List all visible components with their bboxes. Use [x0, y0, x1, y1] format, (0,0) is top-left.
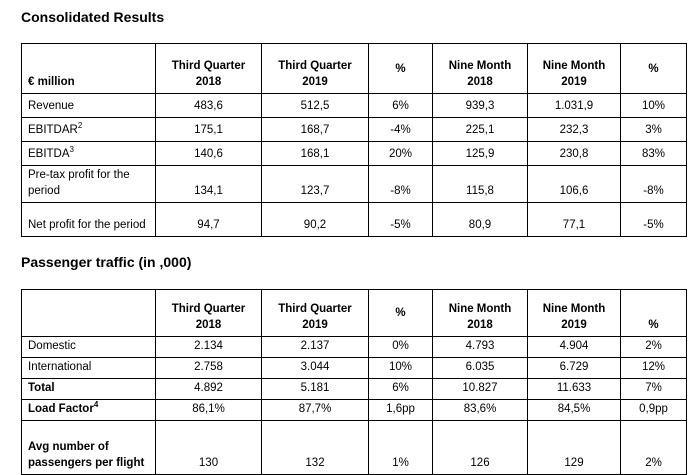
cell-9m-2019: 230,8: [528, 142, 621, 166]
header-line: Nine Month: [448, 60, 512, 72]
cell-q3-2019: 5.181: [262, 379, 369, 400]
header-nine-month-percent: %: [621, 44, 687, 94]
header-nine-month-2019: [528, 290, 621, 337]
cell-9m-percent: 2%: [621, 421, 687, 475]
header-third-quarter-2018: [156, 290, 262, 337]
cell-9m-percent: 2%: [621, 337, 687, 358]
row-avg-passengers-per-flight: [22, 421, 687, 475]
header-line: 2019: [302, 319, 328, 331]
cell-9m-2019: 11.633: [528, 379, 621, 400]
cell-q3-2019: 512,5: [262, 94, 369, 118]
cell-q3-2018: 140,6: [156, 142, 262, 166]
row-label: [22, 94, 156, 118]
cell-q3-2018: 4.892: [156, 379, 262, 400]
footnote-superscript: 2: [77, 121, 83, 131]
footnote-superscript: 3: [69, 145, 74, 155]
row-domestic: [22, 337, 687, 358]
cell-9m-2018: 115,8: [433, 166, 528, 203]
cell-q3-percent: 20%: [369, 142, 433, 166]
row-label: [22, 166, 156, 203]
cell-9m-2018: 939,3: [433, 94, 528, 118]
row-ebitdar: [22, 118, 687, 142]
cell-9m-2019: 84,5%: [528, 400, 621, 421]
row-label-text: Revenue: [28, 100, 75, 112]
cell-q3-2018: 2.134: [156, 337, 262, 358]
cell-9m-percent: 12%: [621, 358, 687, 379]
cell-q3-percent: 6%: [369, 94, 433, 118]
cell-q3-percent: -4%: [369, 118, 433, 142]
consolidated-results-table: [21, 43, 687, 237]
header-line: 2018: [467, 319, 493, 331]
row-label: [22, 379, 156, 400]
row-label-text: EBITDAR: [28, 124, 78, 136]
cell-9m-2019: 1.031,9: [528, 94, 621, 118]
consolidated-results-title: Consolidated Results: [21, 9, 165, 25]
header-third-quarter-2018: [156, 44, 262, 94]
cell-q3-percent: 0%: [369, 337, 433, 358]
header-line: 2018: [467, 76, 493, 88]
header-quarter-percent: %: [369, 44, 433, 94]
cell-q3-2019: 3.044: [262, 358, 369, 379]
cell-9m-percent: 83%: [621, 142, 687, 166]
header-line: 2019: [302, 76, 328, 88]
header-unit-cell: [22, 290, 156, 337]
row-label: [22, 400, 156, 421]
header-line: 2018: [195, 319, 222, 331]
row-label: [22, 421, 156, 475]
cell-q3-2019: 2.137: [262, 337, 369, 358]
cell-9m-2019: 4.904: [528, 337, 621, 358]
header-line: 2019: [561, 319, 587, 331]
header-line: Nine Month: [542, 303, 606, 315]
cell-9m-percent: -8%: [621, 166, 687, 203]
header-row: [22, 290, 687, 337]
cell-9m-2019: 77,1: [528, 203, 621, 237]
row-load-factor: [22, 400, 687, 421]
passenger-traffic-table: [21, 289, 687, 475]
header-nine-month-percent: %: [621, 290, 687, 337]
header-row: [22, 44, 687, 94]
cell-9m-2018: 125,9: [433, 142, 528, 166]
row-label: [22, 337, 156, 358]
cell-q3-percent: -8%: [369, 166, 433, 203]
header-line: 2019: [561, 76, 587, 88]
row-label: [22, 142, 156, 166]
cell-q3-2019: 87,7%: [262, 400, 369, 421]
header-line: 2018: [195, 76, 222, 88]
cell-q3-2019: 90,2: [262, 203, 369, 237]
cell-q3-2019: 168,7: [262, 118, 369, 142]
cell-q3-percent: 1,6pp: [369, 400, 433, 421]
row-label-text: Net profit for the period: [28, 219, 146, 231]
header-line: Third Quarter: [278, 60, 352, 72]
header-unit-cell: € million: [22, 44, 156, 94]
cell-q3-2018: 94,7: [156, 203, 262, 237]
row-label-text: Total: [28, 382, 55, 394]
header-line: Third Quarter: [171, 60, 246, 72]
header-third-quarter-2019: [262, 290, 369, 337]
row-pretax-profit: [22, 166, 687, 203]
row-label: [22, 118, 156, 142]
row-label-text: Avg number of passengers per flight: [28, 441, 145, 469]
cell-9m-2018: 4.793: [433, 337, 528, 358]
row-revenue: [22, 94, 687, 118]
cell-9m-percent: 10%: [621, 94, 687, 118]
row-label: [22, 358, 156, 379]
cell-9m-2018: 83,6%: [433, 400, 528, 421]
cell-q3-2018: 130: [156, 421, 262, 475]
cell-q3-2019: 132: [262, 421, 369, 475]
header-third-quarter-2019: [262, 44, 369, 94]
row-label-text: Load Factor: [28, 403, 94, 415]
cell-q3-percent: -5%: [369, 203, 433, 237]
row-total: [22, 379, 687, 400]
header-nine-month-2019: [528, 44, 621, 94]
cell-q3-2019: 123,7: [262, 166, 369, 203]
cell-9m-2018: 225,1: [433, 118, 528, 142]
header-line: Nine Month: [448, 303, 512, 315]
cell-q3-2018: 483,6: [156, 94, 262, 118]
cell-9m-2018: 10.827: [433, 379, 528, 400]
cell-q3-percent: 6%: [369, 379, 433, 400]
header-nine-month-2018: [433, 44, 528, 94]
cell-q3-2018: 2.758: [156, 358, 262, 379]
header-quarter-percent: %: [369, 290, 433, 337]
cell-9m-2019: 232,3: [528, 118, 621, 142]
row-ebitda: [22, 142, 687, 166]
cell-q3-percent: 1%: [369, 421, 433, 475]
row-international: [22, 358, 687, 379]
row-net-profit: [22, 203, 687, 237]
header-line: Third Quarter: [171, 303, 246, 315]
cell-9m-2018: 126: [433, 421, 528, 475]
header-nine-month-2018: [433, 290, 528, 337]
header-line: Nine Month: [542, 60, 606, 72]
cell-q3-2018: 86,1%: [156, 400, 262, 421]
cell-q3-2018: 175,1: [156, 118, 262, 142]
row-label: [22, 203, 156, 237]
row-label-text: EBITDA: [28, 148, 70, 160]
cell-9m-percent: 0,9pp: [621, 400, 687, 421]
cell-9m-2019: 129: [528, 421, 621, 475]
cell-q3-percent: 10%: [369, 358, 433, 379]
passenger-traffic-title: Passenger traffic (in ,000): [21, 254, 192, 270]
cell-9m-2018: 80,9: [433, 203, 528, 237]
row-label-text: Domestic: [28, 340, 76, 352]
cell-9m-2019: 106,6: [528, 166, 621, 203]
cell-q3-2019: 168,1: [262, 142, 369, 166]
cell-9m-2018: 6.035: [433, 358, 528, 379]
cell-9m-percent: 7%: [621, 379, 687, 400]
header-line: Third Quarter: [278, 303, 352, 315]
cell-9m-percent: -5%: [621, 203, 687, 237]
row-label-text: Pre-tax profit for the period: [28, 169, 130, 197]
cell-9m-percent: 3%: [621, 118, 687, 142]
row-label-text: International: [28, 361, 92, 373]
footnote-superscript: 4: [93, 400, 99, 410]
cell-9m-2019: 6.729: [528, 358, 621, 379]
cell-q3-2018: 134,1: [156, 166, 262, 203]
